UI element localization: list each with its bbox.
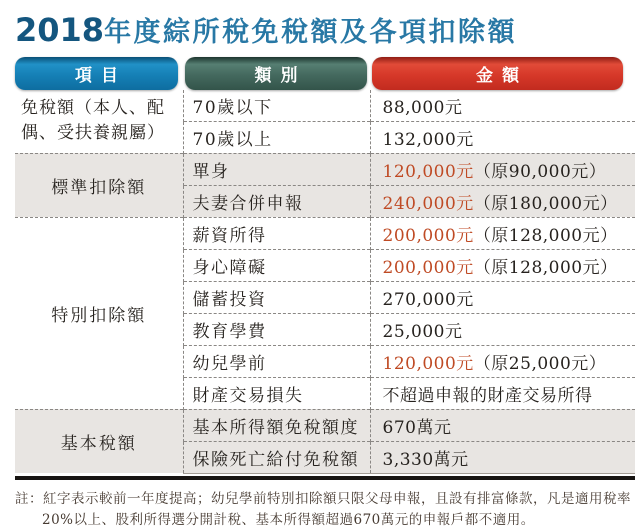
category-cell: 薪資所得	[183, 217, 370, 249]
footnote-text: 紅字表示較前一年度提高；幼兒學前特別扣除額只限父母申報，且設有排富條款，凡是適用稅率20%以上、股利所得選分開計稅、基本所得額超過670萬元的申報戶都不適用。	[42, 490, 631, 529]
amount-cell	[370, 377, 635, 409]
table-row	[15, 153, 635, 185]
amount-text: （原25,000元）	[473, 353, 607, 374]
category-cell: 幼兒學前	[183, 345, 370, 377]
header-cell-amount	[370, 57, 635, 90]
category-cell: 70歲以上	[183, 121, 370, 153]
table-row	[15, 217, 635, 249]
amount-text: （原128,000元）	[473, 257, 618, 278]
column-header-item: 項目	[15, 57, 178, 90]
tax-table-wrapper	[15, 90, 635, 480]
amount-text: 132,000元	[382, 129, 474, 150]
category-cell: 身心障礙	[183, 249, 370, 281]
column-header-category: 類別	[185, 57, 367, 90]
amount-text: （原90,000元）	[473, 161, 607, 182]
header-cell-item	[15, 57, 183, 90]
amount-text: 不超過申報的財產交易所得	[382, 385, 593, 406]
amount-cell	[370, 90, 635, 122]
amount-highlight: 240,000元	[382, 193, 474, 214]
page-title	[15, 12, 630, 49]
amount-text: （原180,000元）	[473, 193, 618, 214]
amount-highlight: 200,000元	[382, 257, 474, 278]
table-header	[15, 57, 635, 90]
amount-highlight: 200,000元	[382, 225, 474, 246]
tax-table	[15, 90, 635, 474]
amount-cell	[370, 345, 635, 377]
amount-text: 670萬元	[382, 417, 452, 438]
amount-cell	[370, 249, 635, 281]
category-cell: 單身	[183, 153, 370, 185]
amount-cell	[370, 153, 635, 185]
amount-cell	[370, 313, 635, 345]
item-group-cell: 標準扣除額	[15, 153, 183, 217]
item-group-cell: 免稅額（本人、配偶、受扶養親屬）	[21, 97, 165, 144]
category-cell: 基本所得額免稅額度	[183, 409, 370, 441]
amount-text: （原128,000元）	[473, 225, 618, 246]
amount-text: 3,330萬元	[382, 449, 469, 470]
table-row	[15, 90, 635, 122]
amount-cell	[370, 281, 635, 313]
amount-text: 270,000元	[382, 289, 474, 310]
amount-text: 88,000元	[382, 97, 463, 118]
amount-cell	[370, 217, 635, 249]
category-cell: 夫妻合併申報	[183, 185, 370, 217]
header-cell-category	[183, 57, 370, 90]
tax-table-body	[15, 90, 635, 474]
title-text: 年度綜所稅免稅額及各項扣除額	[104, 17, 518, 48]
amount-text: 25,000元	[382, 321, 463, 342]
category-cell: 儲蓄投資	[183, 281, 370, 313]
amount-highlight: 120,000元	[382, 161, 474, 182]
category-cell: 70歲以下	[183, 90, 370, 122]
amount-cell	[370, 409, 635, 441]
item-group-cell: 基本稅額	[15, 409, 183, 473]
title-year: 2018	[15, 11, 105, 49]
category-cell: 教育學費	[183, 313, 370, 345]
item-group-cell: 特別扣除額	[15, 217, 183, 409]
amount-cell	[370, 441, 635, 473]
table-row	[15, 409, 635, 441]
footnote	[15, 489, 644, 531]
footnote-prefix: 註：	[15, 490, 43, 507]
amount-highlight: 120,000元	[382, 353, 474, 374]
column-header-amount: 金額	[372, 57, 623, 90]
category-cell: 保險死亡給付免稅額	[183, 441, 370, 473]
category-cell: 財產交易損失	[183, 377, 370, 409]
amount-cell	[370, 121, 635, 153]
amount-cell	[370, 185, 635, 217]
